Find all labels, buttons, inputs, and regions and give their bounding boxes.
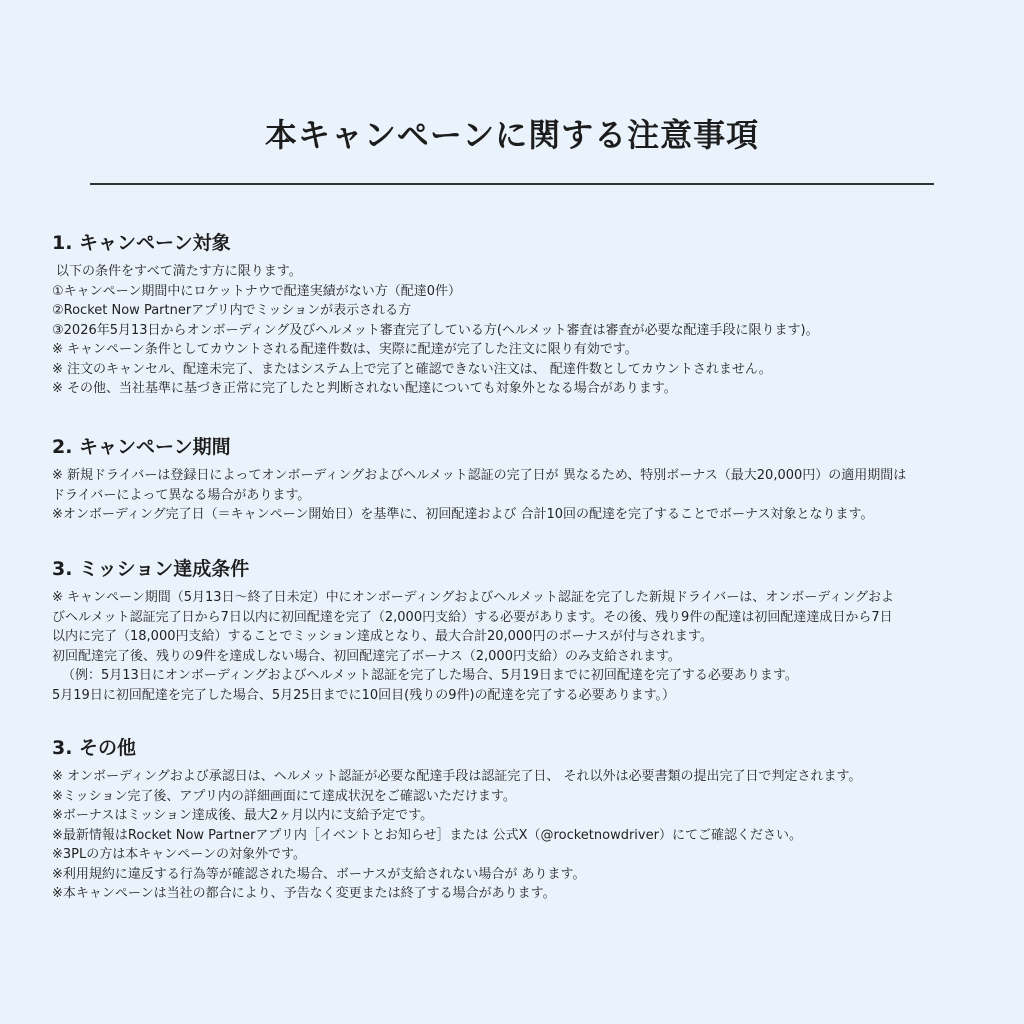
section-line: ※3PLの方は本キャンペーンの対象外です。 — [52, 847, 306, 862]
section-line: ※ オンボーディングおよび承認日は、ヘルメット認証が必要な配達手段は認証完了日、 それ以外は必要書類の提出完了日で判定されます。 — [52, 769, 862, 784]
section-heading: 1. キャンペーン対象 — [52, 232, 231, 254]
section-line: ※ボーナスはミッション達成後、最大2ヶ月以内に支給予定です。 — [52, 808, 434, 823]
section-line: 5月19日に初回配達を完了した場合、5月25日までに10回目(残りの9件)の配達を完了する必要あります。） — [52, 687, 676, 703]
section-campaign-period — [52, 434, 982, 525]
section-line: （例：5月13日にオンボーディングおよびヘルメット認証を完了した場合、5月19日までに初回配達を完了する必要あります。 — [62, 668, 798, 683]
title-divider — [90, 183, 934, 185]
section-line: ※ キャンペーン条件としてカウントされる配達件数は、実際に配達が完了した注文に限り有効です。 — [52, 342, 638, 357]
section-line: 以下の条件をすべて満たす方に限ります。 — [56, 264, 302, 279]
section-line: ※最新情報はRocket Now Partnerアプリ内［イベントとお知らせ］または 公式X（@rocketnowdriver）にてご確認ください。 — [52, 827, 802, 843]
section-mission-conditions — [52, 556, 982, 705]
section-line: ※オンボーディング完了日（＝キャンペーン開始日）を基準に、初回配達および 合計10回の配達を完了することでボーナス対象となります。 — [52, 507, 874, 522]
section-line: ※ 注文のキャンセル、配達未完了、またはシステム上で完了と確認できない注文は、 配達件数としてカウントされません。 — [52, 361, 772, 377]
section-line: ※本キャンペーンは当社の都合により、予告なく変更または終了する場合があります。 — [52, 886, 556, 901]
section-line: 初回配達完了後、残りの9件を達成しない場合、初回配達完了ボーナス（2,000円支給）のみ支給されます。 — [52, 648, 681, 664]
section-line: ※利用規約に違反する行為等が確認された場合、ボーナスが支給されない場合が あります。 — [52, 866, 586, 882]
section-heading: 3. その他 — [52, 737, 137, 759]
section-line: ドライバーによって異なる場合があります。 — [52, 487, 311, 503]
section-line: ③2026年5月13日からオンボーディング及びヘルメット審査完了している方(ヘルメット審査は審査が必要な配達手段に限ります)。 — [52, 322, 819, 338]
page-title: 本キャンペーンに関する注意事項 — [264, 116, 760, 154]
section-line: びヘルメット認証完了日から7日以内に初回配達を完了（2,000円支給）する必要があります。その後、残り9件の配達は初回配達達成日から7日 — [52, 609, 893, 625]
section-line: ※ その他、当社基準に基づき正常に完了したと判断されない配達についても対象外となる場合があります。 — [52, 381, 677, 396]
section-line: ②Rocket Now Partnerアプリ内でミッションが表示される方 — [52, 303, 412, 318]
section-line: ※ 新規ドライバーは登録日によってオンボーディングおよびヘルメット認証の完了日が 異なるため、特別ボーナス（最大20,000円）の適用期間は — [52, 468, 907, 483]
section-campaign-target — [52, 230, 982, 399]
section-other — [52, 735, 982, 904]
section-line: ※ミッション完了後、アプリ内の詳細画面にて達成状況をご確認いただけます。 — [52, 788, 516, 804]
section-line: ①キャンペーン期間中にロケットナウで配達実績がない方（配達0件） — [52, 283, 462, 299]
section-heading: 2. キャンペーン期間 — [52, 436, 231, 458]
section-line: 以内に完了（18,000円支給）することでミッション達成となり、最大合計20,000円のボーナスが付与されます。 — [52, 629, 713, 644]
section-heading: 3. ミッション達成条件 — [52, 558, 250, 580]
section-line: ※ キャンペーン期間（5月13日〜終了日未定）中にオンボーディングおよびヘルメット認証を完了した新規ドライバーは、オンボーディングおよ — [52, 590, 894, 605]
